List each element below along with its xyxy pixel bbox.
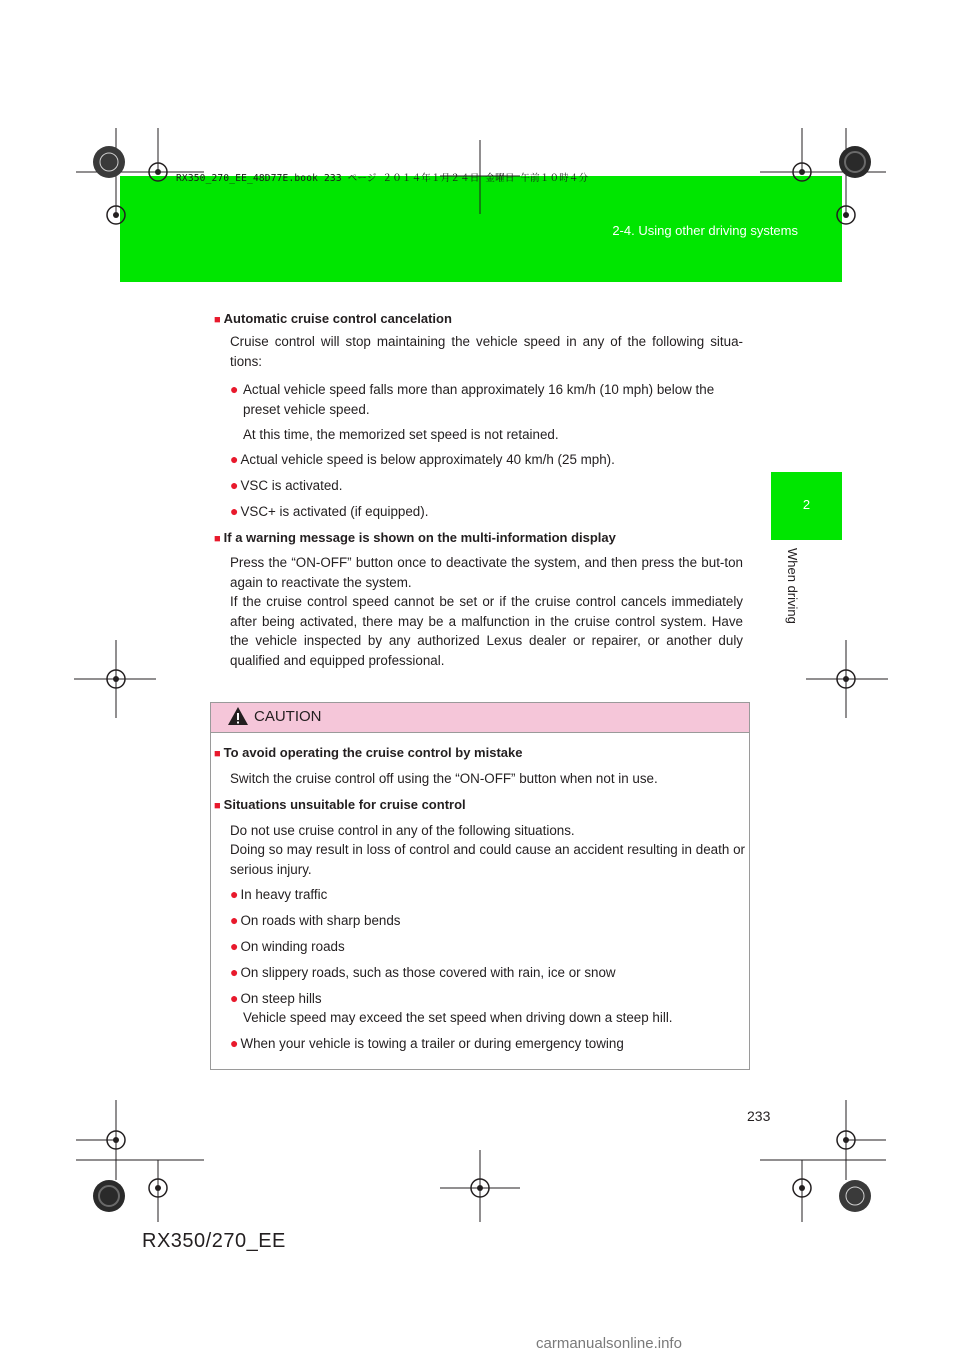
circle-bullet-icon: ●	[230, 451, 239, 467]
section-paragraph: Press the “ON-OFF” button once to deactivate the system, and then press the but-ton again to reactivate the system.	[230, 555, 743, 590]
list-item-text: On roads with sharp bends	[240, 913, 401, 928]
chapter-number: 2	[802, 497, 811, 512]
caution-paragraph: Do not use cruise control in any of the following situations.	[230, 823, 575, 838]
list-item-text: VSC is activated.	[240, 478, 343, 493]
heading-text: To avoid operating the cruise control by mistake	[223, 745, 523, 760]
watermark: carmanualsonline.info	[536, 1335, 682, 1352]
circle-bullet-icon: ●	[230, 886, 239, 902]
list-item-text: Actual vehicle speed falls more than approximately 16 km/h (10 mph) below the preset vehicle speed.	[243, 382, 715, 417]
list-item-text: Actual vehicle speed is below approximately 40 km/h (25 mph).	[240, 452, 615, 467]
circle-bullet-icon: ●	[230, 938, 239, 954]
caution-paragraph: Doing so may result in loss of control and could cause an accident resulting in death or serious injury.	[230, 842, 745, 877]
square-bullet-icon: ■	[214, 314, 221, 326]
circle-bullet-icon: ●	[230, 964, 239, 980]
square-bullet-icon: ■	[214, 533, 221, 545]
square-bullet-icon: ■	[214, 800, 221, 812]
list-item-text: When your vehicle is towing a trailer or during emergency towing	[240, 1036, 624, 1051]
list-item-text: On steep hills	[240, 991, 322, 1006]
heading-text: Situations unsuitable for cruise control	[223, 797, 466, 812]
circle-bullet-icon: ●	[230, 381, 239, 397]
bullet-note: Vehicle speed may exceed the set speed when driving down a steep hill.	[243, 1010, 673, 1025]
chapter-label: When driving	[785, 548, 800, 624]
bullet-note: At this time, the memorized set speed is not retained.	[243, 427, 559, 442]
caution-paragraph: Switch the cruise control off using the “ON-OFF” button when not in use.	[230, 771, 658, 786]
list-item-text: On slippery roads, such as those covered with rain, ice or snow	[240, 965, 616, 980]
section-title: 2-4. Using other driving systems	[612, 223, 798, 238]
print-file-info: RX350_270_EE_48D77E.book 233 ページ ２０１４年１月２４日 金曜日 午前１０時４分	[176, 173, 589, 184]
square-bullet-icon: ■	[214, 748, 221, 760]
list-item-text: VSC+ is activated (if equipped).	[240, 504, 429, 519]
model-code: RX350/270_EE	[142, 1230, 286, 1252]
section-paragraph: If the cruise control speed cannot be set or if the cruise control cancels immediately after being activated, there may be a malfunction in the cruise control system. Have the vehicle inspected by any authorized Lexus dealer or repairer, or another duly qualified and equipped professional.	[230, 594, 743, 668]
heading-text: If a warning message is shown on the multi-information display	[223, 530, 616, 545]
circle-bullet-icon: ●	[230, 912, 239, 928]
circle-bullet-icon: ●	[230, 1035, 239, 1051]
circle-bullet-icon: ●	[230, 503, 239, 519]
caution-label: CAUTION	[254, 708, 322, 725]
list-item-text: On winding roads	[240, 939, 345, 954]
list-item-text: In heavy traffic	[240, 887, 328, 902]
page-number: 233	[747, 1108, 771, 1124]
circle-bullet-icon: ●	[230, 990, 239, 1006]
circle-bullet-icon: ●	[230, 477, 239, 493]
section-intro: Cruise control will stop maintaining the vehicle speed in any of the following situa-tions:	[230, 334, 743, 369]
heading-text: Automatic cruise control cancelation	[223, 311, 452, 326]
